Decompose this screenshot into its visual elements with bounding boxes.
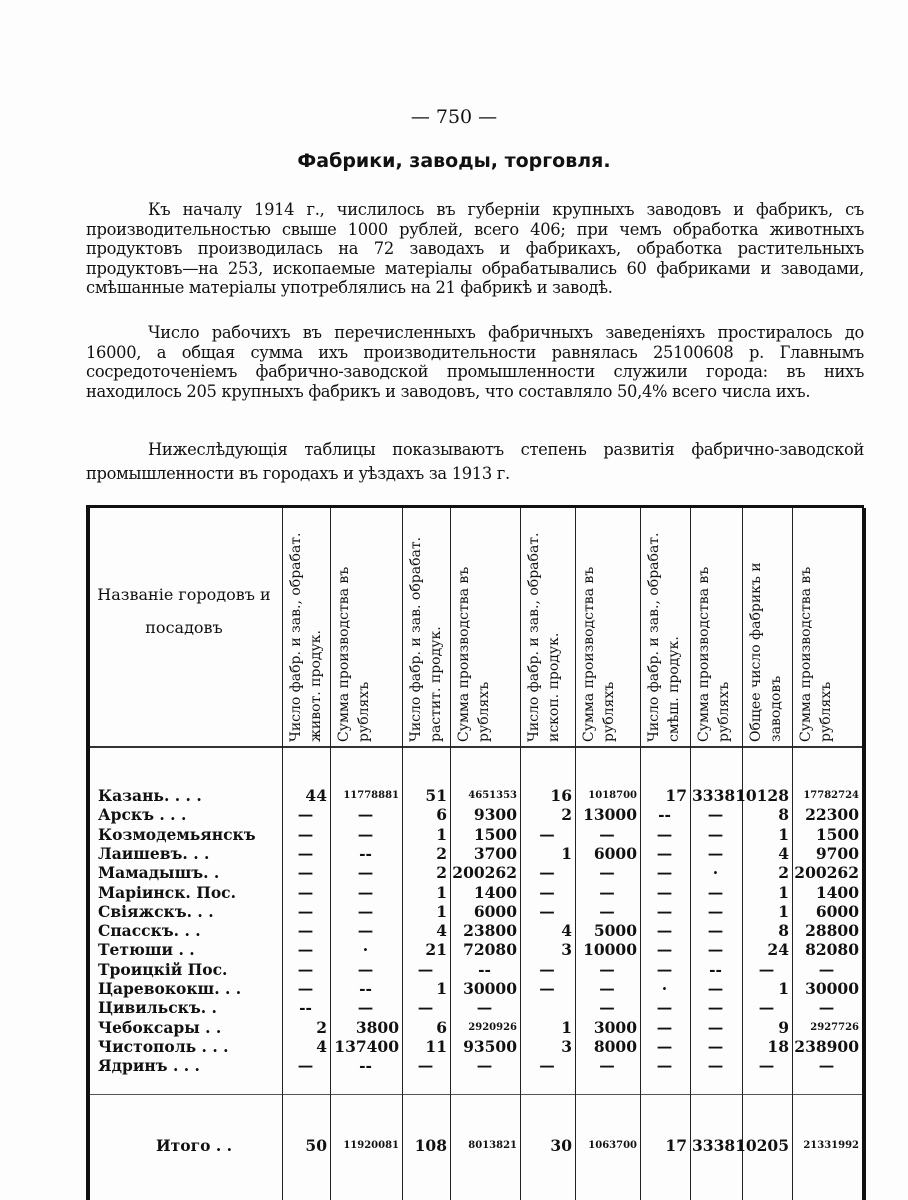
total-divider — [86, 1094, 864, 1095]
row-name: Чебоксары . . — [98, 1017, 222, 1037]
table-row — [86, 902, 864, 921]
cell: 11 — [425, 1036, 447, 1056]
cell: · — [362, 940, 369, 960]
column-header: Сумма производства въ рубляхъ — [336, 566, 372, 742]
cell: — — [818, 998, 835, 1018]
cell: 1400 — [473, 882, 517, 902]
cell: 13000 — [583, 805, 637, 825]
table-row — [86, 1056, 864, 1075]
cell: — — [656, 959, 673, 979]
column-header: Сумма производства въ рубляхъ — [798, 566, 834, 742]
cell: 21331992 — [803, 1140, 859, 1151]
cell: 1 — [778, 824, 789, 844]
cell: 50 — [305, 1136, 327, 1155]
cell: — — [656, 882, 673, 902]
cell: 128 — [756, 786, 789, 805]
cell: · — [661, 979, 668, 998]
factories-table — [86, 505, 864, 1200]
cell: 1 — [778, 901, 789, 921]
cell: 2 — [316, 1017, 327, 1037]
cell: 1400 — [815, 882, 859, 902]
table-row — [86, 960, 864, 979]
table-row — [86, 998, 864, 1017]
cell: 2 — [436, 863, 447, 883]
cell: 8 — [778, 921, 789, 941]
row-name: Чистополь . . . — [98, 1036, 229, 1056]
cell: 1 — [436, 979, 447, 998]
cell: 3000 — [593, 1017, 637, 1037]
cell: 9300 — [473, 805, 517, 825]
column-header: Общее число фабрикъ и заводовъ — [748, 562, 784, 742]
cell: 4 — [316, 1036, 327, 1056]
row-name: Спасскъ. . . — [98, 921, 201, 941]
cell: — — [539, 1056, 555, 1076]
cell: 238900 — [794, 1036, 859, 1056]
cell: 8 — [778, 805, 789, 825]
cell: — — [707, 824, 724, 844]
cell: 51 — [425, 786, 447, 805]
cell: — — [539, 959, 555, 979]
cell: 30000 — [463, 979, 517, 998]
cell: 3800 — [355, 1017, 399, 1037]
table-row — [86, 1018, 864, 1037]
cell: 17782724 — [803, 790, 859, 801]
header-divider — [86, 746, 864, 748]
cell: — — [656, 921, 673, 941]
name-column-header: Названіе городовъ и посадовъ — [97, 585, 271, 637]
cell: 1 — [436, 901, 447, 921]
cell: — — [297, 921, 314, 941]
row-name: Цивильскъ. . — [98, 998, 217, 1018]
row-name: Козмодемьянскъ — [98, 824, 256, 844]
cell: -- — [478, 959, 491, 979]
cell: — — [297, 882, 314, 902]
table-row — [86, 805, 864, 824]
paragraph-3: Нижеслѣдующія таблицы показываютъ степень развитія фабрично-заводской промышленности въ городахъ и уѣздахъ за 1913 г. — [86, 440, 864, 483]
cell: — — [818, 959, 835, 979]
cell: 3700 — [473, 843, 517, 863]
cell: — — [297, 805, 314, 825]
cell: — — [758, 959, 775, 979]
column-header: Число фабр. и зав., обрабат. ископ. продук. — [526, 532, 562, 742]
cell: — — [599, 1056, 615, 1076]
cell: — — [707, 882, 724, 902]
cell: — — [539, 882, 555, 902]
cell: — — [707, 979, 724, 998]
cell: — — [599, 901, 615, 921]
total-row — [86, 1136, 864, 1155]
cell: 30000 — [805, 979, 859, 998]
cell: 21 — [425, 940, 447, 960]
cell: — — [707, 805, 724, 825]
cell: -- — [359, 843, 372, 863]
table-row — [86, 786, 864, 805]
cell: — — [758, 1056, 775, 1076]
cell: 11920081 — [343, 1140, 399, 1151]
cell: 108 — [414, 1136, 447, 1155]
cell: -- — [359, 1056, 372, 1076]
cell: 8013821 — [468, 1140, 517, 1151]
row-name: Арскъ . . . — [98, 805, 187, 825]
cell: — — [357, 901, 374, 921]
table-row — [86, 844, 864, 863]
paragraph-2: Число рабочихъ въ перечисленныхъ фабричныхъ заведеніяхъ простиралось до 16000, а общая сумма ихъ производительности равнялась 25100608 р. Главнымъ сосредоточеніемъ фабрично-заводской промышленности служили города: въ нихъ находилось 205 крупныхъ фабрикъ и заводовъ, что составляло 50,4% всего числа ихъ. — [86, 323, 864, 401]
cell: — — [297, 959, 314, 979]
cell: 24 — [767, 940, 789, 960]
cell: 9700 — [815, 843, 859, 863]
cell: 82080 — [805, 940, 859, 960]
cell: 1500 — [473, 824, 517, 844]
cell: -- — [359, 979, 372, 998]
cell: 1 — [778, 979, 789, 998]
cell: 5000 — [593, 921, 637, 941]
cell: — — [539, 824, 555, 844]
cell: — — [297, 901, 314, 921]
cell: — — [707, 1056, 724, 1076]
cell: 6000 — [473, 901, 517, 921]
row-name: Казань. . . . — [98, 786, 202, 805]
cell: 16 — [550, 786, 572, 805]
cell: 18 — [767, 1036, 789, 1056]
cell: — — [707, 1017, 724, 1037]
cell: 6000 — [593, 843, 637, 863]
cell: — — [707, 901, 724, 921]
row-name: Маріинск. Пос. — [98, 882, 237, 902]
cell: 72080 — [463, 940, 517, 960]
cell: 4 — [436, 921, 447, 941]
cell: -- — [658, 805, 671, 825]
cell: -- — [709, 959, 722, 979]
cell: — — [656, 1036, 673, 1056]
cell: 333810 — [692, 786, 757, 805]
column-header: Число фабр. и зав., обрабат. живот. продук. — [288, 532, 324, 742]
page-title: Фабрики, заводы, торговля. — [297, 150, 611, 172]
cell: 22300 — [805, 805, 859, 825]
table-row — [86, 1037, 864, 1056]
cell: 4 — [561, 921, 572, 941]
cell: — — [599, 959, 615, 979]
cell: 10000 — [583, 940, 637, 960]
cell: — — [599, 882, 615, 902]
cell: — — [417, 998, 434, 1018]
cell: 3 — [561, 940, 572, 960]
cell: — — [599, 863, 615, 883]
table-row — [86, 940, 864, 959]
cell: 6 — [436, 805, 447, 825]
cell: — — [357, 998, 374, 1018]
cell: — — [539, 901, 555, 921]
cell: — — [707, 998, 724, 1018]
cell: 8000 — [593, 1036, 637, 1056]
row-name: Ядринъ . . . — [98, 1056, 200, 1076]
cell: 17 — [665, 1136, 687, 1155]
cell: — — [599, 979, 615, 998]
cell: — — [357, 805, 374, 825]
page-number: — 750 — — [410, 106, 498, 128]
table-row — [86, 883, 864, 902]
cell: 17 — [665, 786, 687, 805]
cell: — — [539, 863, 555, 883]
cell: 28800 — [805, 921, 859, 941]
cell: 1 — [436, 824, 447, 844]
cell: 1 — [436, 882, 447, 902]
cell: — — [417, 1056, 434, 1076]
cell: — — [656, 843, 673, 863]
column-header: Сумма производства въ рубляхъ — [581, 566, 617, 742]
cell: — — [656, 863, 673, 883]
cell: — — [476, 998, 493, 1018]
column-header: Сумма производства въ рубляхъ — [456, 566, 492, 742]
cell: — — [707, 843, 724, 863]
cell: — — [297, 863, 314, 883]
cell: 2 — [778, 863, 789, 883]
cell: 3 — [561, 1036, 572, 1056]
row-name: Царевококш. . . — [98, 979, 242, 998]
cell: — — [417, 959, 434, 979]
cell: -- — [299, 998, 312, 1018]
table-row — [86, 921, 864, 940]
cell: — — [297, 824, 314, 844]
column-header: Число фабр. и зав. обрабат. растит. продук. — [408, 536, 444, 742]
cell: — — [656, 901, 673, 921]
cell: — — [357, 824, 374, 844]
column-header: Сумма производства въ рубляхъ — [696, 566, 732, 742]
cell: 44 — [305, 786, 327, 805]
cell: 11778881 — [343, 790, 399, 801]
cell: — — [297, 940, 314, 960]
cell: — — [656, 824, 673, 844]
cell: 2927726 — [810, 1021, 859, 1033]
row-name: Мамадышъ. . — [98, 863, 220, 883]
cell: · — [712, 863, 719, 883]
cell: — — [656, 1017, 673, 1037]
cell: — — [357, 921, 374, 941]
cell: 6000 — [815, 901, 859, 921]
cell: 333810 — [692, 1136, 757, 1155]
row-name: Свіяжскъ. . . — [98, 901, 214, 921]
cell: 93500 — [463, 1036, 517, 1056]
cell: 200262 — [452, 863, 517, 883]
cell: 1018700 — [588, 790, 637, 801]
row-name: Итого . . — [156, 1136, 233, 1155]
cell: 2 — [436, 843, 447, 863]
cell: 23800 — [463, 921, 517, 941]
cell: — — [707, 921, 724, 941]
cell: 4 — [778, 843, 789, 863]
cell: — — [297, 979, 314, 998]
cell: 6 — [436, 1017, 447, 1037]
cell: — — [297, 843, 314, 863]
cell: 9 — [778, 1017, 789, 1037]
paragraph-1: Къ началу 1914 г., числилось въ губерніи крупныхъ заводовъ и фабрикъ, съ производительностью свыше 1000 рублей, всего 406; при чемъ обработка животныхъ продуктовъ производилась на 72 заводахъ и фабрикахъ, обработка растительныхъ продуктовъ—на 253, ископаемые матеріалы обрабатывались 60 фабриками и заводами, смѣшанные матеріалы употреблялись на 21 фабрикѣ и заводѣ. — [86, 200, 864, 298]
row-name: Лаишевъ. . . — [98, 843, 210, 863]
table-row — [86, 825, 864, 844]
cell: 1063700 — [588, 1140, 637, 1151]
table-row — [86, 979, 864, 998]
cell: — — [357, 863, 374, 883]
cell: 1 — [561, 1017, 572, 1037]
cell: 205 — [756, 1136, 789, 1155]
cell: 2920926 — [468, 1021, 517, 1033]
cell: — — [539, 979, 555, 998]
cell: — — [818, 1056, 835, 1076]
cell: — — [707, 1036, 724, 1056]
column-header: Число фабр. и зав., обрабат. смѣш. продук. — [646, 532, 682, 742]
cell: 137400 — [334, 1036, 399, 1056]
table-row — [86, 863, 864, 882]
cell: 4651353 — [468, 790, 517, 801]
cell: 2 — [561, 805, 572, 825]
cell: — — [476, 1056, 493, 1076]
cell: — — [357, 959, 374, 979]
cell: 1500 — [815, 824, 859, 844]
cell: 200262 — [794, 863, 859, 883]
cell: — — [758, 998, 775, 1018]
cell: — — [656, 1056, 673, 1076]
cell: — — [357, 882, 374, 902]
cell: 1 — [561, 843, 572, 863]
cell: 1 — [778, 882, 789, 902]
cell: 30 — [550, 1136, 572, 1155]
row-name: Троицкій Пос. — [98, 959, 228, 979]
cell: — — [656, 998, 673, 1018]
cell: — — [599, 998, 615, 1018]
cell: — — [707, 940, 724, 960]
cell: — — [656, 940, 673, 960]
cell: — — [297, 1056, 314, 1076]
cell: — — [599, 824, 615, 844]
row-name: Тетюши . . — [98, 940, 195, 960]
